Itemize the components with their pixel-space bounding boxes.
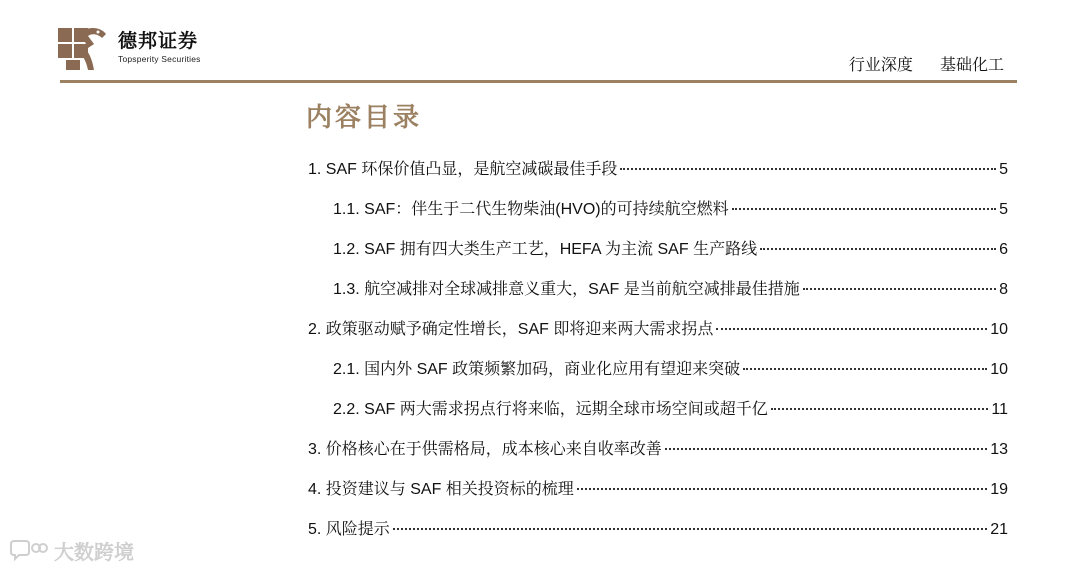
toc-entry-2[interactable] (308, 318, 1008, 342)
toc-dot-leader (743, 368, 987, 370)
toc-entry-number: 3. (308, 441, 322, 458)
header-divider (60, 80, 1017, 83)
toc-entry-number: 4. (308, 481, 322, 498)
toc-entry-label (308, 318, 713, 342)
toc-entry-label (333, 278, 800, 302)
toc-entry-title: SAF 环保价值凸显，是航空减碳最佳手段 (325, 161, 618, 178)
toc-entry-page: 11 (991, 401, 1008, 418)
toc-entry-number: 1. (308, 161, 322, 178)
toc-entry-2-1[interactable] (333, 358, 1008, 382)
toc-dot-leader (716, 328, 987, 330)
toc-entry-title: 风险提示 (325, 521, 390, 538)
toc-dot-leader (577, 488, 987, 490)
toc-entry-2-2[interactable] (333, 398, 1008, 422)
toc-entry-1-2[interactable] (333, 238, 1008, 262)
toc-entry-label (333, 238, 757, 262)
toc-entry-title: SAF 两大需求拐点行将来临，远期全球市场空间或超千亿 (364, 401, 768, 418)
toc-entry-title: 价格核心在于供需格局，成本核心来自收率改善 (325, 441, 662, 458)
toc-entry-page: 6 (999, 241, 1008, 258)
toc-dot-leader (393, 528, 987, 530)
toc-entry-number: 2.2. (333, 401, 360, 418)
toc-entry-page: 10 (990, 361, 1008, 378)
toc-entry-3[interactable] (308, 438, 1008, 462)
toc-entry-number: 1.1. (333, 201, 360, 218)
toc-entry-page: 5 (999, 201, 1008, 218)
toc-entry-number: 5. (308, 521, 322, 538)
toc-entry-title: 航空减排对全球减排意义重大，SAF 是当前航空减排最佳措施 (364, 281, 800, 298)
toc-dot-leader (665, 448, 987, 450)
toc-entry-title: 国内外 SAF 政策频繁加码，商业化应用有望迎来突破 (364, 361, 741, 378)
toc-entry-title: 投资建议与 SAF 相关投资标的梳理 (325, 481, 574, 498)
toc-entry-1-1[interactable] (333, 198, 1008, 222)
toc-entry-1-3[interactable] (333, 278, 1008, 302)
toc-dot-leader (732, 208, 997, 210)
watermark (10, 536, 134, 565)
toc-entry-label (308, 438, 662, 462)
report-category (849, 52, 1004, 75)
toc-entry-1[interactable] (308, 158, 1008, 182)
toc-entry-page: 5 (999, 161, 1008, 178)
toc-entry-4[interactable] (308, 478, 1008, 502)
toc-dot-leader (771, 408, 989, 410)
toc-entry-page: 19 (990, 481, 1008, 498)
watermark-text: 大数跨境 (54, 540, 134, 564)
toc-dot-leader (620, 168, 996, 170)
brand-name (118, 30, 201, 64)
toc-entry-page: 10 (990, 321, 1008, 338)
brand-logo-icon (58, 24, 108, 72)
toc-entry-title: SAF：伴生于二代生物柴油(HVO)的可持续航空燃料 (364, 201, 729, 218)
toc-entry-label (333, 198, 729, 222)
toc-dot-leader (760, 248, 996, 250)
toc-entry-page: 21 (990, 521, 1008, 538)
toc-entry-title: 政策驱动赋予确定性增长，SAF 即将迎来两大需求拐点 (325, 321, 714, 338)
toc-entry-number: 1.3. (333, 281, 360, 298)
toc-entry-page: 13 (990, 441, 1008, 458)
toc-entry-label (308, 518, 390, 542)
page-header (0, 0, 1080, 86)
toc-entry-number: 2.1. (333, 361, 360, 378)
toc-entry-label (308, 478, 574, 502)
toc-title: 内容目录 (306, 103, 423, 133)
toc-entry-label (333, 358, 740, 382)
chat-bubble-icon (10, 539, 48, 563)
report-type: 行业深度 (848, 55, 913, 74)
toc-entry-number: 1.2. (333, 241, 360, 258)
brand-name-en: Topsperity Securities (118, 54, 201, 64)
toc-entry-number: 2. (308, 321, 322, 338)
toc-entry-5[interactable] (308, 518, 1008, 542)
toc-entry-title: SAF 拥有四大类生产工艺，HEFA 为主流 SAF 生产路线 (364, 241, 758, 258)
toc-entry-page: 8 (999, 281, 1008, 298)
toc-entry-label (308, 158, 617, 182)
toc-entry-label (333, 398, 768, 422)
brand-name-cn: 德邦证券 (118, 30, 199, 52)
industry-label: 基础化工 (939, 55, 1004, 74)
toc-dot-leader (803, 288, 996, 290)
